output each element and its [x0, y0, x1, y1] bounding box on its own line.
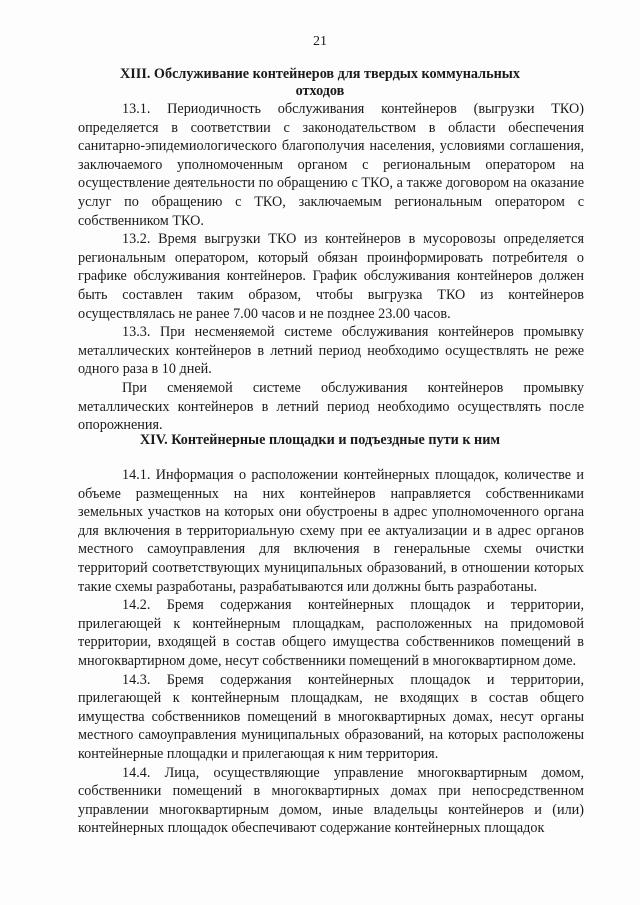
section-13-body	[78, 100, 584, 435]
page-number: 21	[313, 34, 327, 49]
section-14-body	[78, 466, 584, 838]
paragraph-13-1: 13.1. Периодичность обслуживания контейнеров (выгрузки ТКО) определяется в соответствии с законодательством в области обеспечения санитарно-эпидемиологического благополучия населения, условиями соглашения, заключаемого уполномоченным органом с региональным оператором на осуществление деятельности по обращению с ТКО, а также договором на оказание услуг по обращению с ТКО, заключаемым региональным оператором с собственником ТКО.	[78, 101, 584, 229]
paragraph-14-1: 14.1. Информация о расположении контейнерных площадок, количестве и объеме размещенных на них контейнеров направляется собственниками земельных участков на которых они обустроены в адрес уполномоченного органа для включения в территориальную схему при ее актуализации и в адрес органов местного самоуправления для включения в генеральные схемы очистки территорий соответствующих муниципальных образований, в отношении которых такие схемы разработаны, разрабатываются или должны быть разработаны.	[78, 467, 584, 595]
section-13-title	[0, 66, 640, 100]
paragraph-14-4: 14.4. Лица, осуществляющие управление многоквартирным домом, собственники помещений в многоквартирных домах при непосредственном управлении многоквартирным домом, иные владельцы контейнеров и (или) контейнерных площадок обеспечивают содержание контейнерных площадок	[78, 764, 584, 837]
paragraph-14-3: 14.3. Бремя содержания контейнерных площадок и территории, прилегающей к контейнерным площадкам, не входящих в состав общего имущества собственников помещений в многоквартирных домах, несут органы местного самоуправления муниципальных образований, на которых расположены контейнерные площадки и прилегающая к ним территория.	[78, 671, 584, 762]
paragraph-13-2: 13.2. Время выгрузки ТКО из контейнеров в мусоровозы определяется региональным оператором, который обязан проинформировать потребителя о графике обслуживания контейнеров. График обслуживания контейнеров должен быть составлен таким образом, чтобы выгрузка ТКО из контейнеров осуществлялась не ранее 7.00 часов и не позднее 23.00 часов.	[78, 231, 584, 322]
paragraph-13-3-cont: При сменяемой системе обслуживания контейнеров промывку металлических контейнеров в летний период необходимо осуществлять после опорожнения.	[78, 379, 584, 434]
section-14-title: XIV. Контейнерные площадки и подъездные пути к ним	[139, 432, 501, 448]
paragraph-14-2: 14.2. Бремя содержания контейнерных площадок и территории, прилегающей к контейнерным площадкам, расположенных на придомовой территории, входящей в состав общего имущества собственников помещений в многоквартирном доме, несут собственники помещений в многоквартирном доме.	[78, 597, 584, 669]
paragraph-13-3: 13.3. При несменяемой системе обслуживания контейнеров промывку металлических контейнеров в летний период необходимо осуществлять не реже одного раза в 10 дней.	[78, 324, 584, 378]
section-13-title-line1: XIII. Обслуживание контейнеров для твердых коммунальных	[120, 66, 520, 82]
section-13-title-line2: отходов	[295, 83, 345, 99]
